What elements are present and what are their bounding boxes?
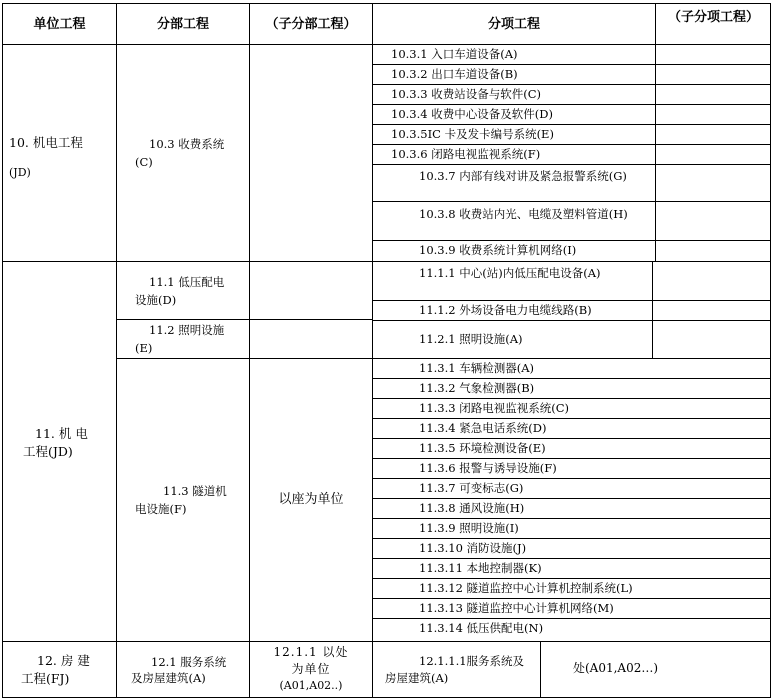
item-11-3-14: 11.3.14 低压供配电(N): [372, 618, 771, 642]
division-10-3: 10.3 收费系统(C): [116, 44, 250, 262]
item-11-3-10: 11.3.10 消防设施(J): [372, 538, 771, 559]
subitem-cell: [655, 164, 771, 202]
item-11-3-13: 11.3.13 隧道监控中心计算机网络(M): [372, 598, 771, 619]
subitem-cell: [652, 320, 771, 359]
item-10-3-7: 10.3.7 内部有线对讲及紧急报警系统(G): [372, 164, 656, 202]
item-10-3-5: 10.3.5IC 卡及发卡编号系统(E): [372, 124, 656, 145]
subitem-cell: [655, 124, 771, 145]
item-10-3-1: 10.3.1 入口车道设备(A): [372, 44, 656, 65]
subitem-cell: [652, 300, 771, 321]
unit-11-name: 11. 机 电工程(JD): [23, 425, 88, 459]
item-10-3-8: 10.3.8 收费站内光、电缆及塑料管道(H): [372, 201, 656, 241]
subitem-cell: [652, 261, 771, 301]
item-11-1-1: 11.1.1 中心(站)内低压配电设备(A): [372, 261, 653, 301]
unit-12-name: 12. 房 建工程(FJ): [21, 652, 90, 686]
item-10-3-2: 10.3.2 出口车道设备(B): [372, 64, 656, 85]
item-11-3-4: 11.3.4 紧急电话系统(D): [372, 418, 771, 439]
division-11-2: 11.2 照明设施(E): [116, 319, 250, 359]
item-11-3-12: 11.3.12 隧道监控中心计算机控制系统(L): [372, 578, 771, 599]
item-11-3-1: 11.3.1 车辆检测器(A): [372, 358, 771, 379]
header-unit: 单位工程: [2, 3, 117, 45]
item-11-3-9: 11.3.9 照明设施(I): [372, 518, 771, 539]
subitem-cell: [655, 104, 771, 125]
subdivision-11-1: [249, 261, 373, 320]
unit-10-name: 10. 机电工程: [9, 135, 83, 150]
division-11-1: 11.1 低压配电设施(D): [116, 261, 250, 320]
item-11-3-7: 11.3.7 可变标志(G): [372, 478, 771, 499]
item-11-2-1: 11.2.1 照明设施(A): [372, 320, 653, 359]
item-12-1-1-1: 12.1.1.1服务系统及房屋建筑(A): [372, 641, 541, 698]
item-11-3-2: 11.3.2 气象检测器(B): [372, 378, 771, 399]
unit-11-cell: [2, 261, 117, 642]
subdivision-12-1-1: 12.1.1 以处为单位 (A01,A02..): [249, 641, 373, 698]
division-11-3: 11.3 隧道机电设施(F): [116, 358, 250, 642]
subitem-cell: [655, 240, 771, 262]
unit-12-cell: [2, 641, 117, 698]
item-11-1-2: 11.1.2 外场设备电力电缆线路(B): [372, 300, 653, 321]
subdivision-10-3: [249, 44, 373, 262]
item-11-3-5: 11.3.5 环境检测设备(E): [372, 438, 771, 459]
subitem-cell: [655, 201, 771, 241]
item-11-3-6: 11.3.6 报警与诱导设施(F): [372, 458, 771, 479]
division-12-1: 12.1 服务系统及房屋建筑(A): [116, 641, 250, 698]
subitem-cell: [655, 64, 771, 85]
item-11-3-8: 11.3.8 通风设施(H): [372, 498, 771, 519]
unit-10-code: (JD): [9, 166, 31, 179]
subitem-cell: [655, 44, 771, 65]
header-item: 分项工程: [372, 3, 656, 45]
subitem-cell: [655, 84, 771, 105]
item-10-3-6: 10.3.6 闭路电视监视系统(F): [372, 144, 656, 165]
unit-10-cell: [2, 44, 117, 262]
subitem-12: 处(A01,A02…): [540, 641, 771, 698]
item-10-3-3: 10.3.3 收费站设备与软件(C): [372, 84, 656, 105]
item-11-3-3: 11.3.3 闭路电视监视系统(C): [372, 398, 771, 419]
header-division: 分部工程: [116, 3, 250, 45]
item-10-3-4: 10.3.4 收费中心设备及软件(D): [372, 104, 656, 125]
subdivision-11-3: 以座为单位: [249, 358, 373, 642]
header-subdivision: （子分部工程）: [249, 3, 373, 45]
subdivision-11-2: [249, 319, 373, 359]
header-subitem: （子分项工程）: [655, 3, 771, 45]
item-10-3-9: 10.3.9 收费系统计算机网络(I): [372, 240, 656, 262]
subitem-cell: [655, 144, 771, 165]
item-11-3-11: 11.3.11 本地控制器(K): [372, 558, 771, 579]
